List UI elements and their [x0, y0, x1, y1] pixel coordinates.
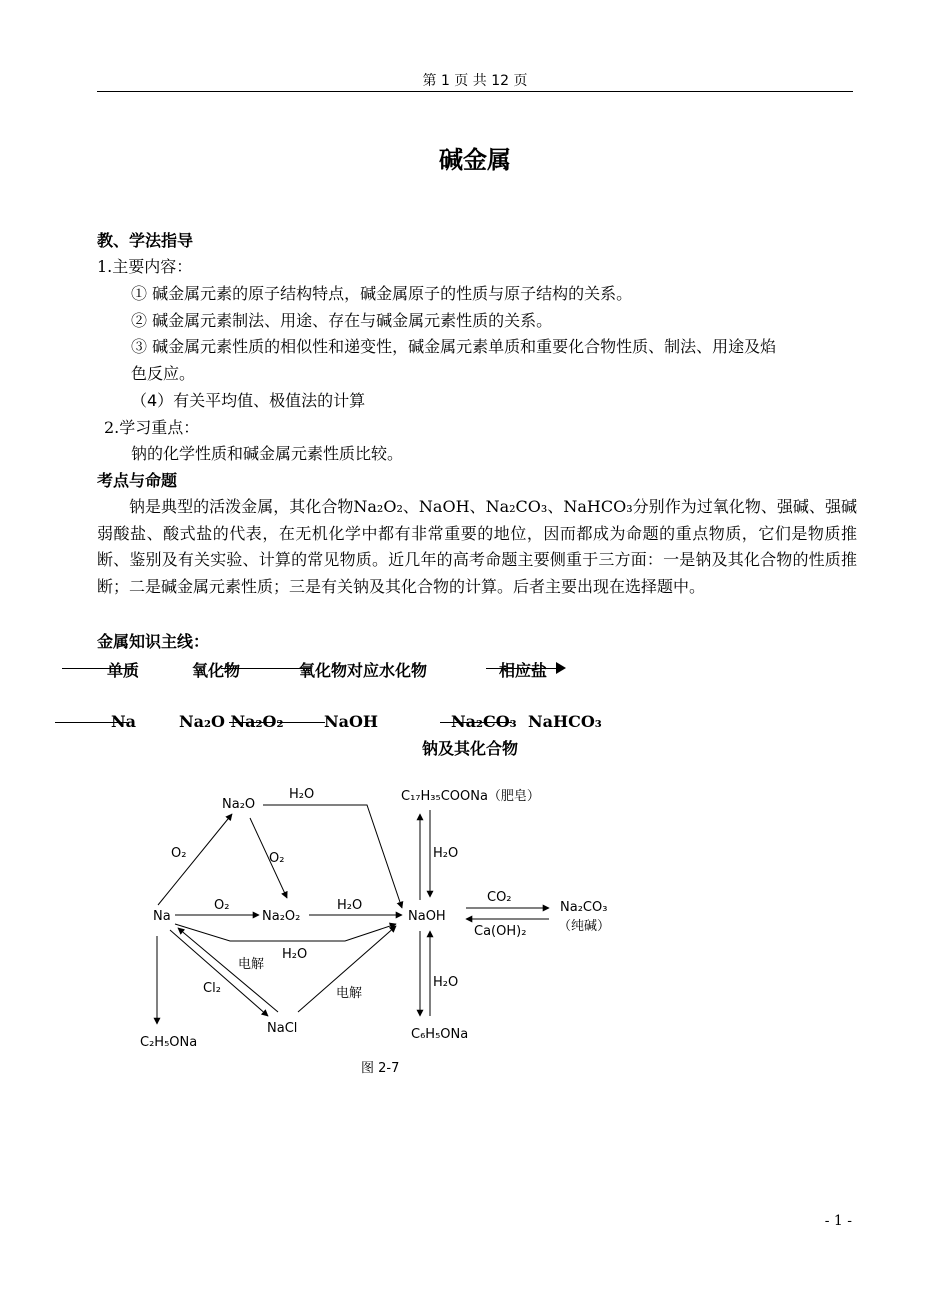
item2-label: 2.学习重点：	[104, 418, 200, 437]
content-point-1: ① 碱金属元素的原子结构特点，碱金属原子的性质与原子结构的关系。	[131, 284, 633, 303]
flow-nahco3: NaHCO₃	[528, 712, 602, 731]
node-pure-soda: （纯碱）	[558, 919, 611, 934]
label-h2o-na2o2-naoh: H₂O	[337, 898, 363, 913]
mainline-heading: 金属知识主线：	[97, 632, 210, 651]
flow-label-hydroxide: 氧化物对应水化物	[299, 661, 428, 680]
page-number: - 1 -	[824, 1213, 852, 1229]
item1-label: 1.主要内容：	[97, 257, 193, 276]
arrow-na-to-na2o	[158, 814, 232, 905]
flow-label-oxide: 氧化物	[192, 661, 241, 680]
label-electrolysis-naoh: 电解	[336, 986, 363, 1001]
node-nacl: NaCl	[267, 1021, 298, 1036]
arrow-na-to-nacl	[170, 930, 268, 1016]
flow-na2co3: Na₂CO₃	[451, 712, 517, 731]
content-point-4: （4）有关平均值、极值法的计算	[131, 391, 366, 410]
label-h2o-na2o-naoh: H₂O	[289, 787, 315, 802]
content-point-3: ③ 碱金属元素性质的相似性和递变性，碱金属元素单质和重要化合物性质、制法、用途及焰	[131, 337, 777, 356]
flow-na: Na	[111, 712, 136, 731]
node-soap: C₁₇H₃₅COONa（肥皂）	[401, 789, 540, 804]
node-c6h5ona: C₆H₅ONa	[411, 1027, 469, 1042]
node-naoh: NaOH	[408, 909, 446, 924]
section-heading-guidance: 教、学法指导	[97, 231, 194, 250]
label-h2o-phenoxide: H₂O	[433, 975, 459, 990]
figure-caption: 图 2-7	[361, 1061, 400, 1076]
label-caoh2: Ca(OH)₂	[474, 924, 527, 939]
node-c2h5ona: C₂H₅ONa	[140, 1035, 198, 1050]
key-focus: 钠的化学性质和碱金属元素性质比较。	[131, 444, 404, 463]
label-electrolysis-na: 电解	[238, 957, 265, 972]
flow-label-salt: 相应盐	[499, 661, 548, 680]
diagram-caption-heading: 钠及其化合物	[422, 739, 519, 758]
label-cl2: Cl₂	[203, 981, 221, 996]
page-header: 第 1 页 共 12 页	[422, 73, 528, 89]
label-o2-na-na2o2: O₂	[214, 898, 230, 913]
node-na: Na	[153, 909, 171, 924]
label-o2-na2o-na2o2: O₂	[269, 851, 285, 866]
page-title: 碱金属	[439, 146, 511, 174]
flow-naoh: NaOH	[324, 712, 379, 731]
node-na2o2: Na₂O₂	[262, 909, 301, 924]
label-co2: CO₂	[487, 890, 512, 905]
content-point-3-cont: 色反应。	[131, 364, 196, 383]
content-point-2: ② 碱金属元素制法、用途、存在与碱金属元素性质的关系。	[131, 311, 553, 330]
label-h2o-soap: H₂O	[433, 846, 459, 861]
flow-label-elemental: 单质	[107, 661, 140, 680]
exam-paragraph: 钠是典型的活泼金属，其化合物Na₂O₂、NaOH、Na₂CO₃、NaHCO₃分别作为过氧化物、强碱、强碱弱酸盐、酸式盐的代表，在无机化学中都有非常重要的地位，因而都成为命题的重点物质，它们是物质推断、鉴别及有关实验、计算的常见物质。近几年的高考命题主要侧重于三方面：一是钠及其化合物的性质推断；二是碱金属元素性质；三是有关钠及其化合物的计算。后者主要出现在选择题中。	[97, 497, 857, 596]
node-na2co3: Na₂CO₃	[560, 900, 608, 915]
node-na2o: Na₂O	[222, 797, 256, 812]
arrow-na-to-naoh	[175, 924, 396, 941]
label-h2o-na-naoh: H₂O	[282, 947, 308, 962]
flow-sodium-oxides: Na₂O Na₂O₂	[179, 712, 284, 731]
section-heading-exam: 考点与命题	[97, 471, 178, 490]
label-o2-na-na2o: O₂	[171, 846, 187, 861]
